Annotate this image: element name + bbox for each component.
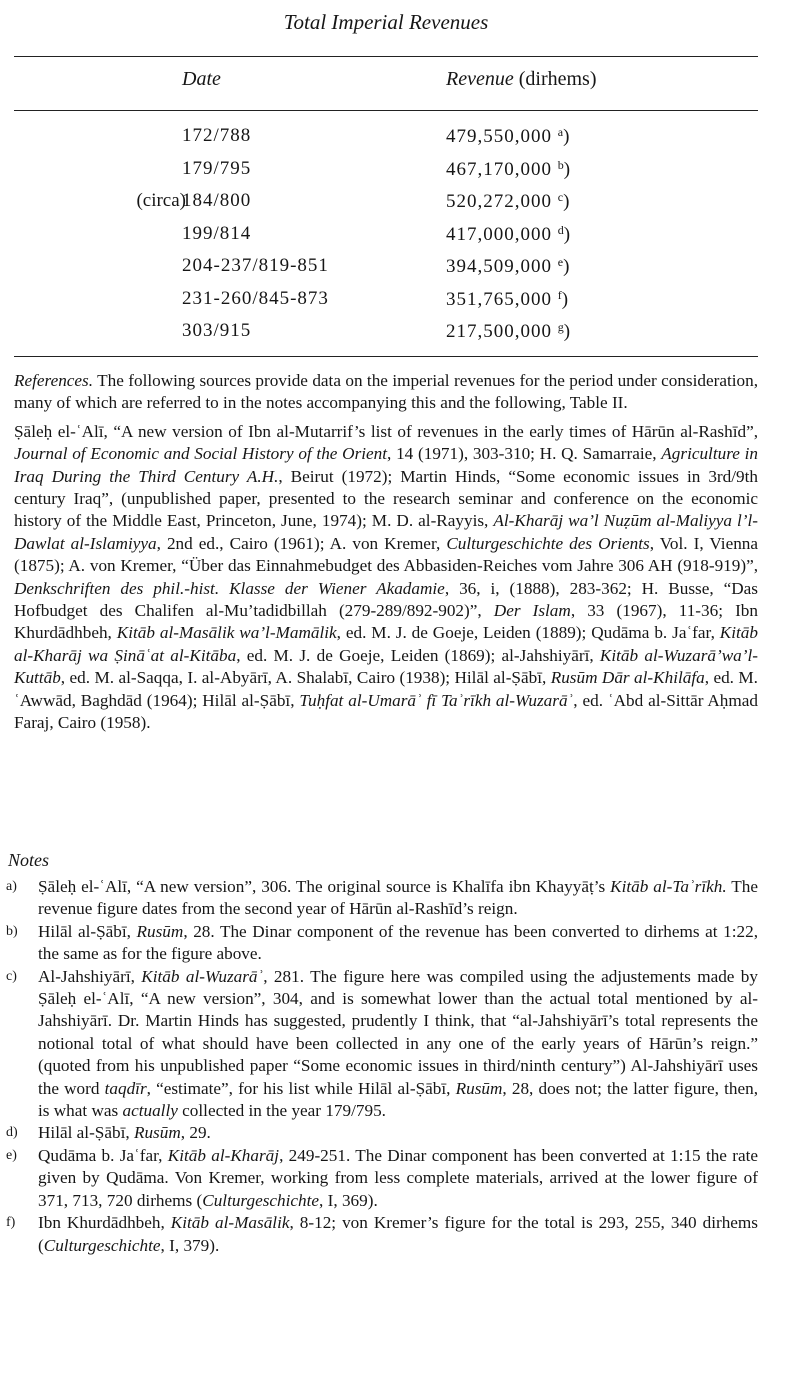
revenue-cell: [446, 320, 570, 343]
reference-title: Kitāb al-Masālik wa’l-Mamālik: [116, 623, 337, 643]
reference-text: Ṣāleḥ el-ʿAlī, “A new version of Ibn al-Mutarrif’s list of revenues in the early times of Hārūn al-Rashīd”,: [14, 421, 758, 441]
note-marker: c): [6, 968, 17, 984]
date-cell: 172/788: [182, 125, 252, 146]
note-item: [6, 1122, 758, 1144]
reference-text: , 14 (1971), 303-310; H. Q. Samarraie,: [387, 444, 662, 464]
table-row: [14, 190, 758, 220]
footnote-marker: e: [557, 255, 564, 269]
note-title: Rusūm: [136, 921, 184, 941]
reference-title: Kitāb al-Kharāj wa Ṣināʿat al-Kitāba: [14, 623, 758, 665]
note-text: collected in the year 179/795.: [177, 1101, 386, 1121]
reference-text: , 2nd ed., Cairo (1961); A. von Kremer,: [156, 533, 447, 553]
table-top-rule: [14, 56, 758, 57]
footnote-paren: ): [563, 321, 571, 342]
note-marker: a): [6, 879, 17, 894]
note-item: [6, 1145, 758, 1212]
header-revenue-label: Revenue: [446, 68, 514, 90]
note-text: , 249-251. The Dinar component has been converted at 1:15 the rate given by Qudāma. Von Kremer, working from less complete materials, arrived at the lower figure of 371, 713, 720 dirhems (: [38, 1145, 758, 1210]
notes-list: [6, 876, 758, 1257]
table-row: [14, 158, 758, 188]
revenue-value: 217,500,000: [446, 321, 552, 342]
note-item: [6, 876, 758, 921]
note-text: , 28, does not; the latter figure, then, is what was: [38, 1078, 758, 1121]
note-text: , 281. The figure here was compiled using the adjustements made by Ṣāleḥ el-ʿAlī, “A new version”, 304, and is somewhat lower than the actual total mentioned by al-Jahshiyārī. Dr. Martin Hinds has suggested, prudently I think, that “al-Jahshiyārī’s total represents the notional total of what should have been collected in any one of the early years of Hārūn’s reign.” (quoted from his unpublished paper “Some economic issues in third/ninth century”) Al-Jahshiyārī uses the word: [38, 966, 758, 1098]
header-date: Date: [182, 68, 221, 90]
reference-text: , ed. M. J. de Goeje, Leiden (1889); Qudāma b. Jaʿfar,: [336, 623, 720, 643]
note-text: Al-Jahshiyārī,: [38, 966, 142, 986]
footnote-marker: b: [557, 157, 564, 172]
note-text: Ṣāleḥ el-ʿAlī, “A new version”, 306. The original source is Khalīfa ibn Khayyāṭ’s: [38, 877, 611, 896]
reference-text: , ed. M. J. de Goeje, Leiden (1869); al-Jahshiyārī,: [236, 645, 600, 665]
reference-text: , 33 (1967), 11-36; Ibn Khurdādhbeh,: [14, 601, 758, 643]
note-text: , “estimate”, for his list while Hilāl al-Ṣābī,: [146, 1078, 456, 1098]
note-marker: f): [6, 1215, 16, 1231]
note-title: taqdīr: [104, 1078, 147, 1098]
reference-title: Journal of Economic and Social History of the Orient: [14, 444, 388, 464]
reference-text: , Beirut (1972); Martin Hinds, “Some economic issues in 3rd/9th century Iraq”, (unpublished paper, presented to the research seminar and conference on the economic history of the Middle East, Princeton, June, 1974); M. D. al-Rayyis,: [14, 466, 758, 531]
footnote-paren: ): [563, 158, 571, 180]
revenue-cell: [446, 288, 568, 311]
reference-text: , 36, i, (1888), 283-362; H. Busse, “Das Hofbudget des Chalifen al-Mu’tadidbillah (279-289/892-902)”,: [14, 578, 758, 621]
table-row: [14, 288, 758, 318]
reference-title: Der Islam: [493, 601, 571, 621]
note-text: Hilāl al-Ṣābī,: [38, 921, 137, 941]
note-marker: e): [6, 1147, 17, 1163]
note-title: actually: [122, 1101, 178, 1121]
date-cell: 204-237/819-851: [182, 255, 329, 276]
reference-title: Kitāb al-Wuzarā’wa’l-Kuttāb: [14, 645, 758, 688]
footnote-marker: a: [557, 125, 564, 139]
note-text: , 8-12; von Kremer’s figure for the total is 293, 255, 340 dirhems (: [38, 1213, 758, 1255]
revenue-value: 394,509,000: [446, 256, 552, 277]
note-item: [6, 966, 758, 1123]
references-intro: [14, 370, 758, 415]
revenue-cell: [446, 255, 569, 278]
footnote-paren: ): [563, 223, 571, 245]
footnote-paren: ): [563, 191, 570, 212]
footnote-marker: d: [557, 222, 564, 237]
note-title: Rusūm: [133, 1123, 181, 1143]
date-cell: 179/795: [182, 157, 252, 179]
table-row: [14, 320, 758, 350]
table-bottom-rule: [14, 356, 758, 357]
note-title: Culturgeschichte: [43, 1235, 161, 1255]
reference-title: Denkschriften des phil.-hist. Klasse der Wiener Akadamie: [14, 578, 445, 598]
footnote-paren: ): [563, 126, 570, 147]
revenue-value: 520,272,000: [446, 191, 552, 212]
header-revenue-unit: (dirhems): [518, 68, 597, 90]
reference-text: , ed. M. al-Saqqa, I. al-Abyārī, A. Shalabī, Cairo (1938); Hilāl al-Ṣābī,: [60, 668, 551, 688]
date-cell: 231-260/845-873: [182, 287, 329, 309]
reference-title: Tuḥfat al-Umarāʾ fī Taʾrīkh al-Wuzarāʾ: [299, 690, 574, 710]
note-text: Hilāl al-Ṣābī,: [38, 1123, 134, 1143]
note-title: Kitāb al-Taʾrīkh.: [610, 877, 727, 896]
date-cell: 303/915: [182, 320, 252, 341]
header-revenue: [446, 68, 597, 91]
note-text: Ibn Khurdādhbeh,: [38, 1213, 171, 1233]
revenue-value: 417,000,000: [446, 223, 552, 245]
note-marker: b): [6, 923, 18, 939]
reference-title: Al-Kharāj wa’l Nuẓūm al-Maliyya l’l-Dawlat al-Islamiyya: [14, 511, 758, 553]
revenue-cell: [446, 223, 570, 246]
revenue-value: 351,765,000: [446, 288, 552, 310]
circa-label: (circa): [136, 190, 186, 211]
note-text: The revenue figure dates from the second year of Hārūn al-Rashīd’s reign.: [38, 877, 758, 919]
reference-title: Rusūm Dār al-Khilāfa: [550, 668, 705, 688]
revenue-cell: [446, 125, 569, 148]
table-row: [14, 255, 758, 285]
reference-text: , ed. ʿAbd al-Sittār Aḥmad Faraj, Cairo (1958).: [14, 690, 758, 733]
reference-title: Agriculture in Iraq During the Third Century A.H.: [14, 444, 758, 486]
date-cell: 199/814: [182, 222, 252, 244]
references-section: [14, 370, 758, 741]
revenue-cell: [446, 158, 570, 181]
footnote-paren: ): [563, 256, 570, 277]
note-item: [6, 1212, 758, 1257]
table-row: [14, 125, 758, 155]
table-row: [14, 223, 758, 253]
note-title: Rusūm: [455, 1078, 503, 1098]
footnote-marker: c: [557, 190, 564, 204]
revenue-value: 479,550,000: [446, 126, 552, 147]
note-marker: d): [6, 1125, 18, 1141]
header-rule: [14, 110, 758, 111]
note-title: Kitāb al-Kharāj: [167, 1145, 280, 1165]
footnote-paren: ): [561, 288, 569, 310]
page-title: Total Imperial Revenues: [283, 10, 489, 34]
note-text: Qudāma b. Jaʿfar,: [38, 1145, 168, 1165]
note-title: Kitāb al-Masālik: [170, 1213, 290, 1233]
reference-title: Culturgeschichte des Orients: [446, 533, 650, 553]
note-text: , 28. The Dinar component of the revenue has been converted to dirhems at 1:22, the same as for the figure above.: [38, 921, 758, 964]
references-label: References.: [14, 371, 94, 390]
footnote-marker: f: [557, 287, 562, 302]
references-body: [14, 421, 758, 735]
note-text: , 29.: [180, 1123, 211, 1143]
revenue-value: 467,170,000: [446, 158, 552, 180]
note-title: Culturgeschichte: [202, 1190, 320, 1210]
revenue-cell: [446, 190, 569, 213]
reference-text: , Vol. I, Vienna (1875); A. von Kremer, “Über das Einnahmebudget des Abbasiden-Reiches vom Jahre 306 AH (918-919)”,: [14, 533, 759, 576]
date-cell: 184/800: [182, 190, 252, 211]
note-text: , I, 379).: [160, 1235, 220, 1255]
note-text: , I, 369).: [319, 1190, 378, 1210]
notes-title: Notes: [8, 850, 50, 870]
note-title: Kitāb al-Wuzarāʾ: [141, 966, 264, 986]
note-item: [6, 921, 758, 966]
references-intro-text: The following sources provide data on the imperial revenues for the period under consideration, many of which are referred to in the notes accompanying this and the following, Table II.: [14, 371, 758, 413]
reference-text: , ed. M. ʿAwwād, Baghdād (1964); Hilāl al-Ṣābī,: [14, 668, 758, 710]
footnote-marker: g: [557, 320, 564, 334]
